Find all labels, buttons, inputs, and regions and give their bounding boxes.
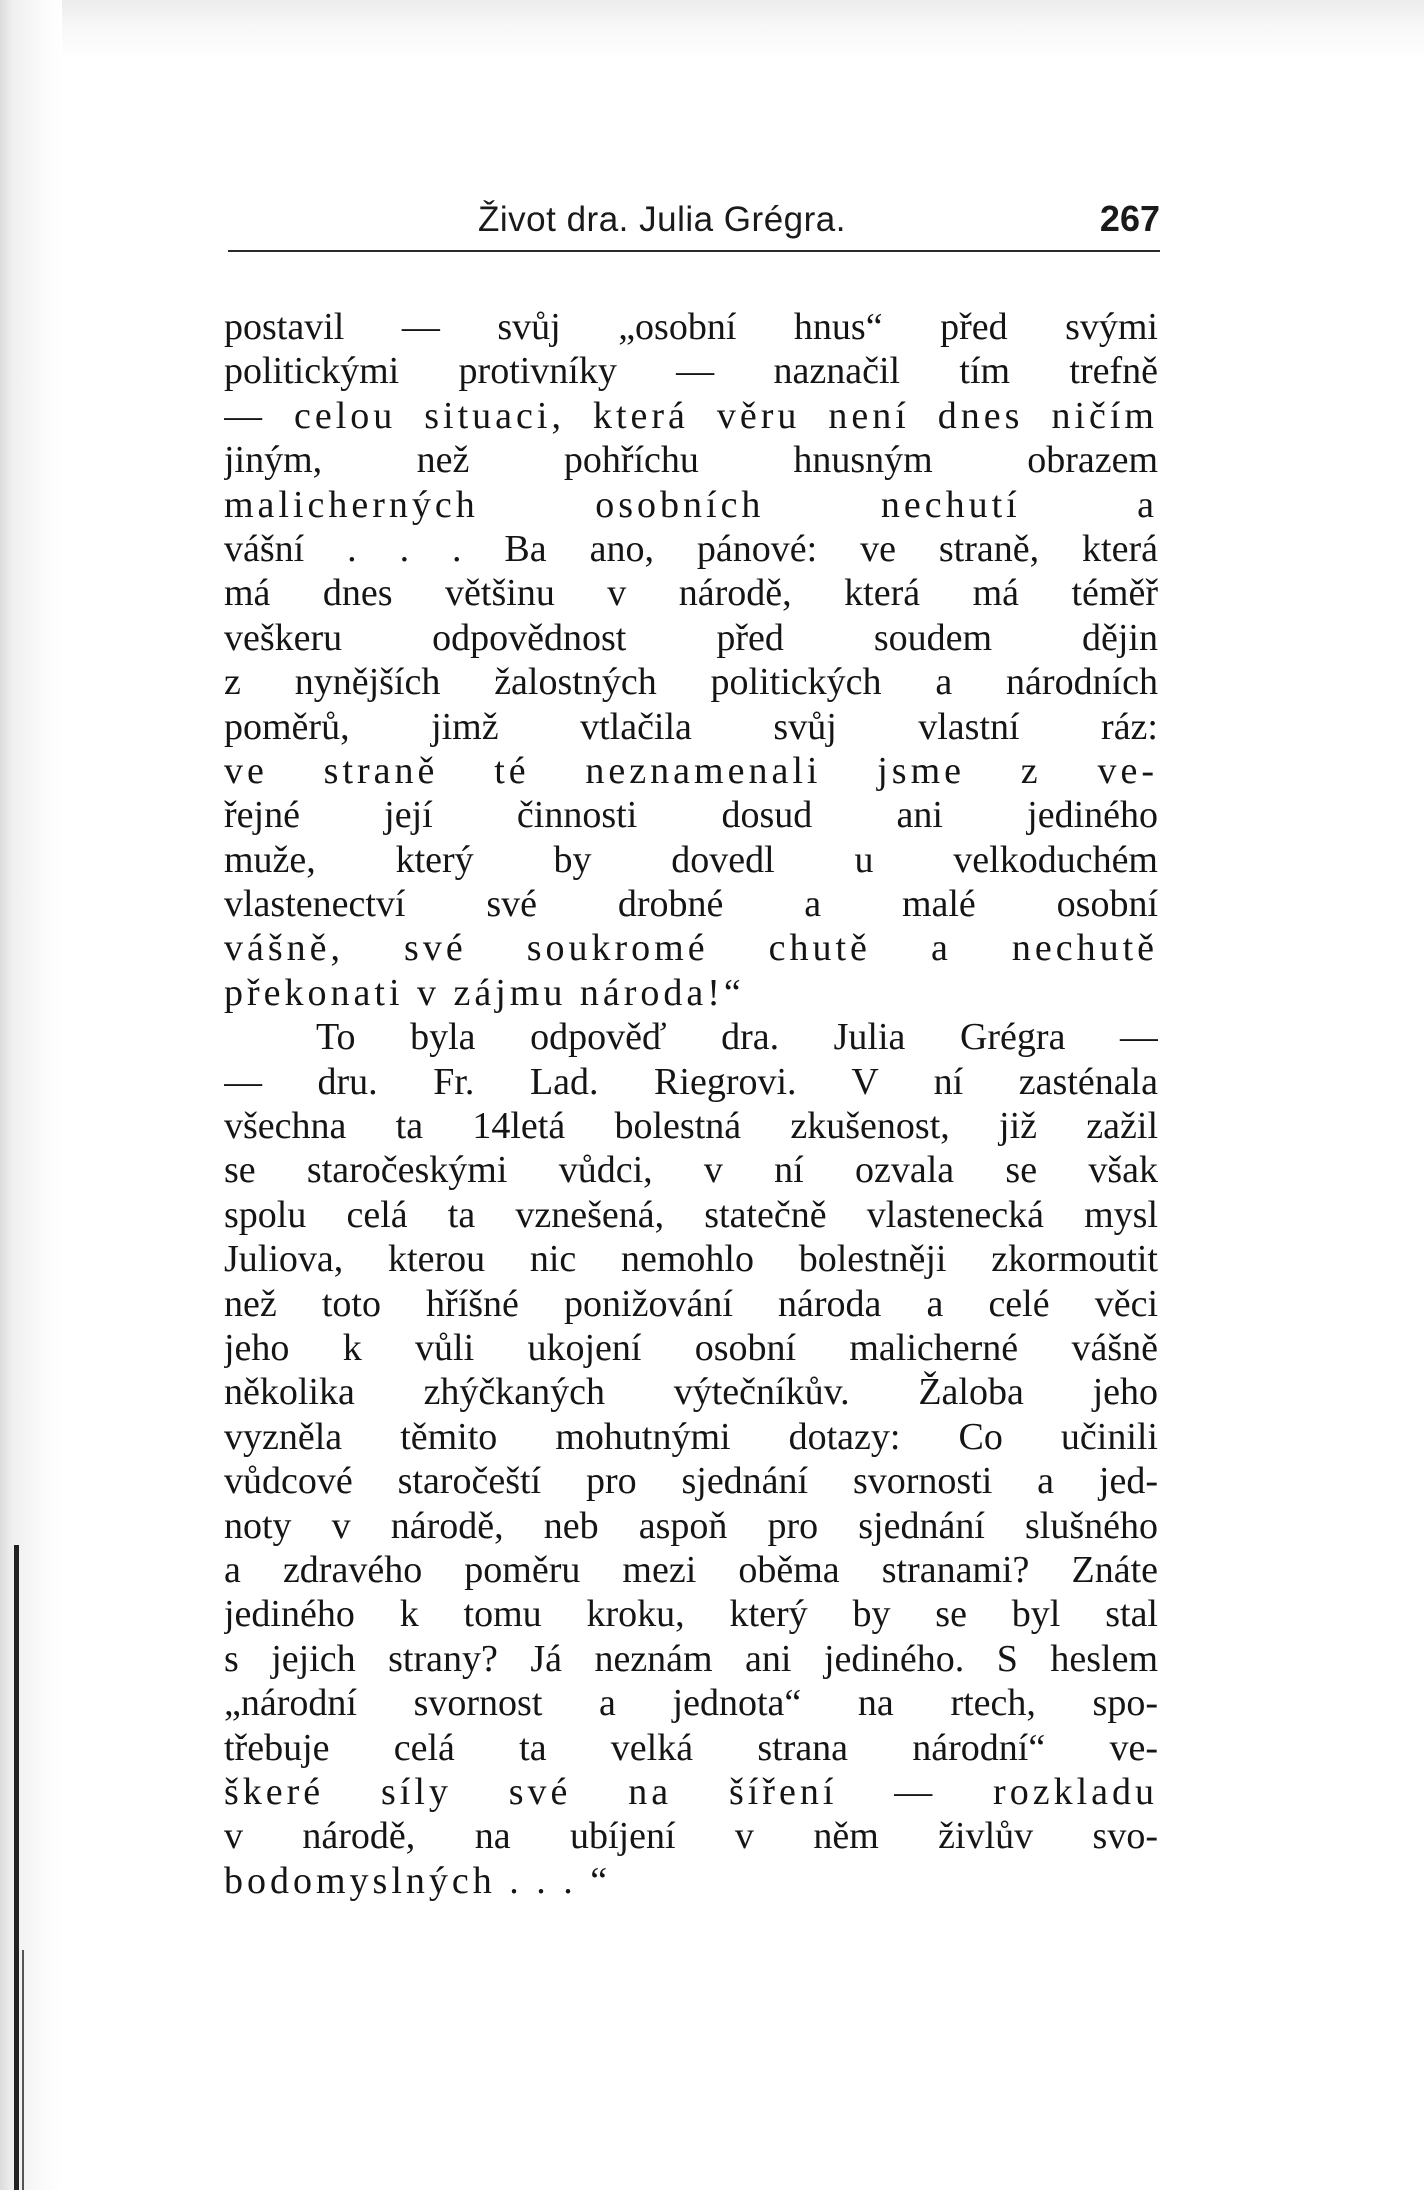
- running-head: [228, 196, 1160, 252]
- text-line: „národní svornost a jednota“ na rtech, spo-: [224, 1682, 1158, 1725]
- text-line: Juliova, kterou nic nemohlo bolestněji zkormoutit: [224, 1238, 1158, 1281]
- page-top-shadow: [0, 0, 1424, 60]
- text-line: v národě, na ubíjení v něm živlův svo-: [224, 1815, 1158, 1858]
- body-text: [224, 305, 1158, 1903]
- text-line: — celou situaci, která věru není dnes ničím: [224, 394, 1158, 437]
- text-line: škeré síly své na šíření — rozkladu: [224, 1770, 1158, 1813]
- text-line: z nynějších žalostných politických a národních: [224, 661, 1158, 704]
- text-line: spolu celá ta vznešená, statečně vlastenecká mysl: [224, 1193, 1158, 1236]
- gutter-binding-mark: [14, 1545, 19, 2190]
- text-line: bodomyslných . . . “: [224, 1859, 612, 1902]
- page-gutter-shadow: [0, 0, 62, 2190]
- text-line: — dru. Fr. Lad. Riegrovi. V ní zasténala: [224, 1060, 1158, 1103]
- text-line: překonati v zájmu národa!“: [224, 971, 745, 1014]
- text-line: se staročeskými vůdci, v ní ozvala se však: [224, 1149, 1158, 1192]
- running-title: Život dra. Julia Grégra.: [478, 200, 846, 239]
- text-line: třebuje celá ta velká strana národní“ ve-: [224, 1726, 1158, 1769]
- page-number: 267: [1099, 198, 1160, 239]
- text-line: postavil — svůj „osobní hnus“ před svými: [224, 306, 1158, 348]
- text-line: než toto hříšné ponižování národa a celé věci: [224, 1282, 1158, 1325]
- text-line: řejné její činnosti dosud ani jediného: [224, 794, 1158, 837]
- text-line: vášní . . . Ba ano, pánové: ve straně, která: [224, 527, 1158, 570]
- text-line: vlastenectví své drobné a malé osobní: [224, 883, 1158, 926]
- text-line: má dnes většinu v národě, která má téměř: [224, 572, 1158, 615]
- text-line: noty v národě, neb aspoň pro sjednání slušného: [224, 1504, 1158, 1547]
- text-line: vůdcové staročeští pro sjednání svornosti a jed-: [224, 1460, 1158, 1503]
- text-line: muže, který by dovedl u velkoduchém: [224, 838, 1158, 881]
- text-line: ve straně té neznamenali jsme z ve-: [224, 749, 1158, 792]
- text-line: To byla odpověď dra. Julia Grégra —: [316, 1016, 1158, 1059]
- text-line: politickými protivníky — naznačil tím trefně: [224, 350, 1158, 393]
- text-line: všechna ta 14letá bolestná zkušenost, již zažil: [224, 1105, 1158, 1148]
- text-line: s jejich strany? Já neznám ani jediného. S heslem: [224, 1637, 1158, 1680]
- text-line: poměrů, jimž vtlačila svůj vlastní ráz:: [224, 705, 1158, 748]
- gutter-binding-mark-thin: [22, 1950, 24, 2190]
- text-line: vášně, své soukromé chutě a nechutě: [224, 927, 1158, 970]
- text-line: vyzněla těmito mohutnými dotazy: Co učinili: [224, 1415, 1158, 1458]
- text-line: jeho k vůli ukojení osobní malicherné vášně: [224, 1326, 1158, 1369]
- text-line: několika zhýčkaných výtečníkův. Žaloba jeho: [224, 1371, 1158, 1414]
- text-line: veškeru odpovědnost před soudem dějin: [224, 616, 1158, 659]
- text-line: jiným, než pohříchu hnusným obrazem: [224, 439, 1158, 482]
- text-line: jediného k tomu kroku, který by se byl stal: [224, 1593, 1158, 1636]
- text-line: a zdravého poměru mezi oběma stranami? Znáte: [224, 1548, 1158, 1591]
- text-line: malicherných osobních nechutí a: [224, 483, 1158, 526]
